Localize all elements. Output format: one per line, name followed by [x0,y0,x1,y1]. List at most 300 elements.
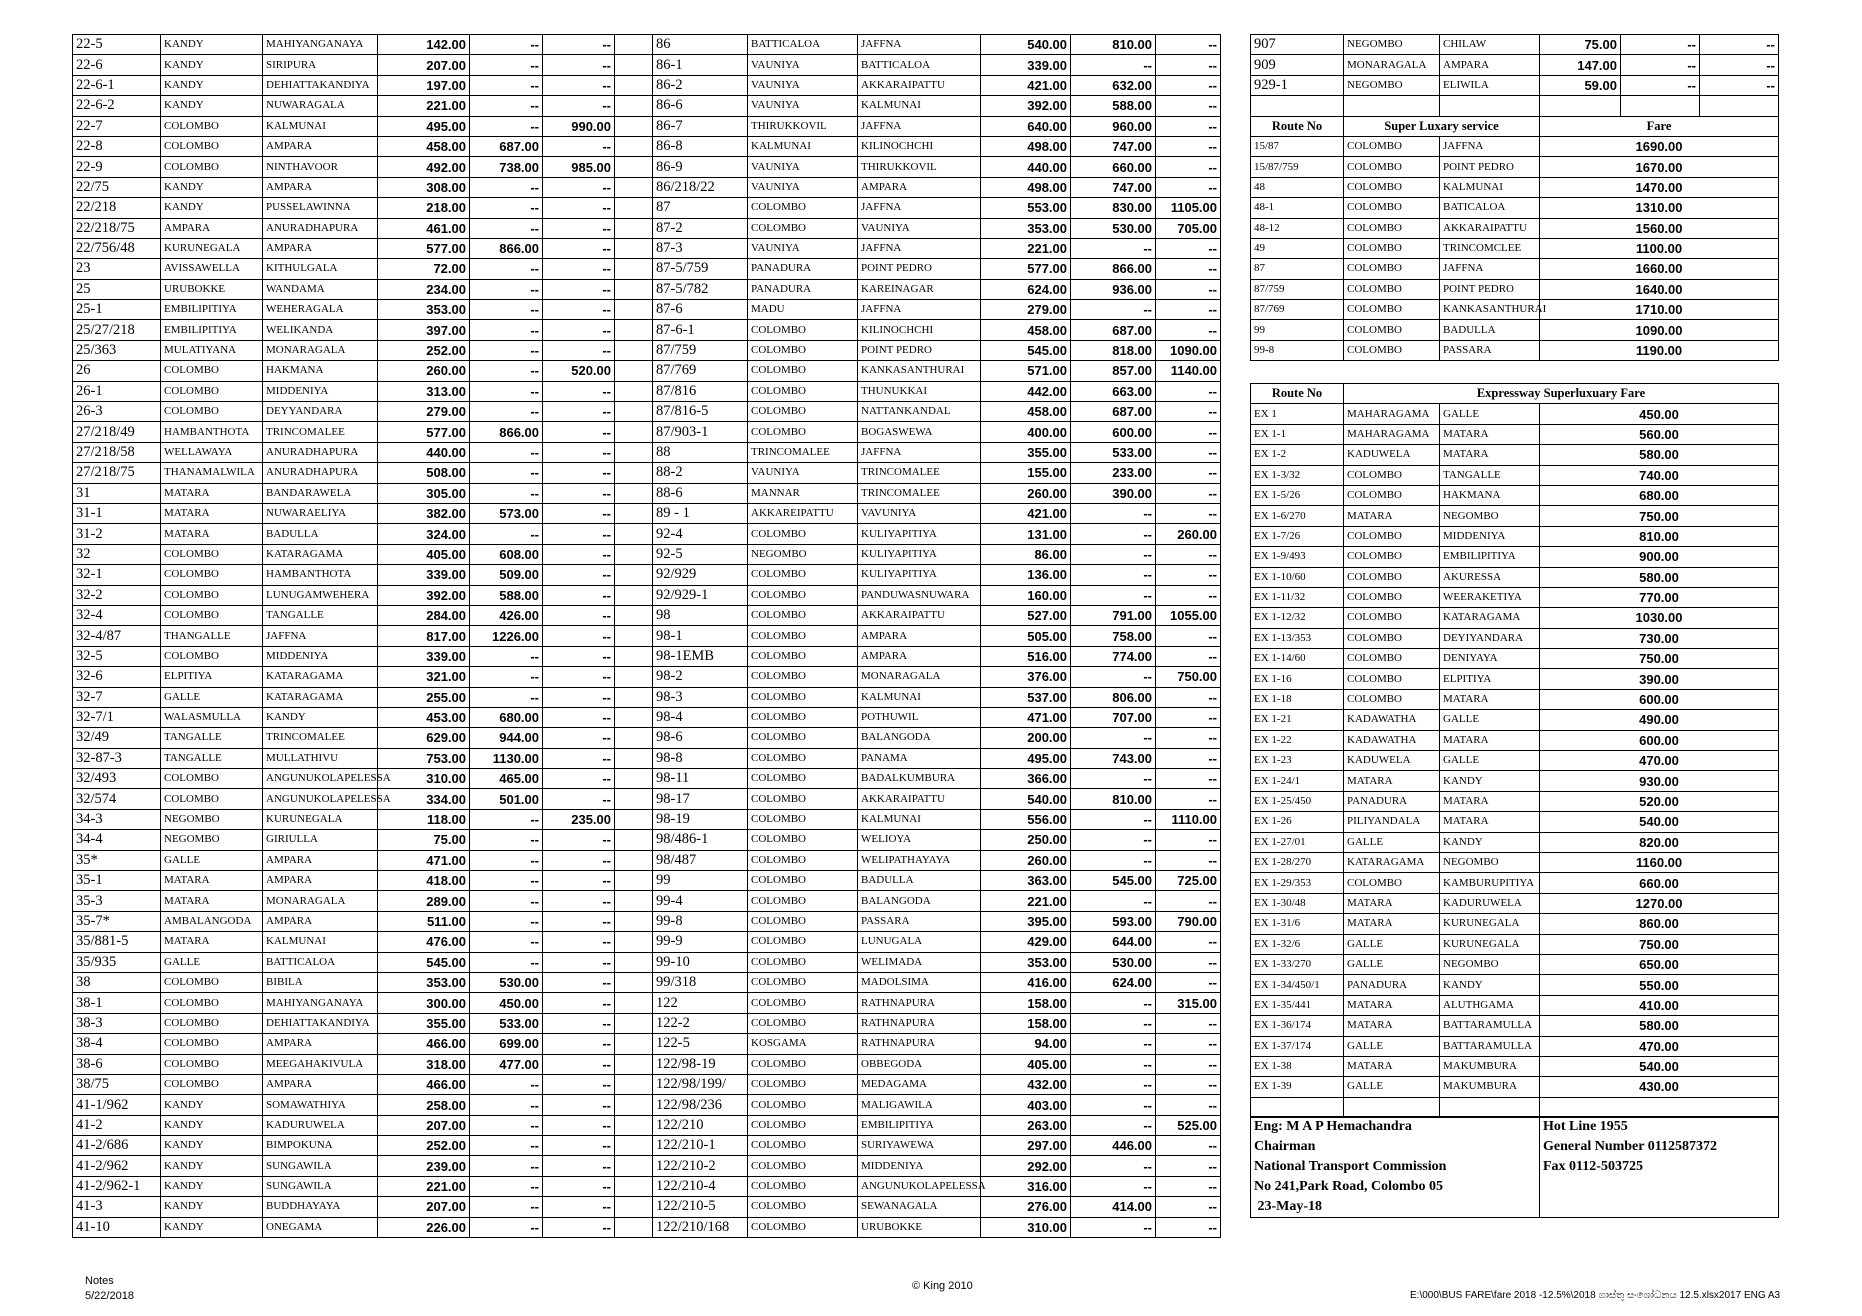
fare: 860.00 [1540,914,1779,934]
fare-normal: 252.00 [378,1136,470,1156]
origin: COLOMBO [1344,689,1440,709]
fare: 580.00 [1540,1016,1779,1036]
origin: MATARA [1344,1016,1440,1036]
origin: BATTICALOA [748,35,858,55]
blank-cell [615,279,653,299]
route-no: 99-10 [653,952,748,972]
destination: MATARA [1440,791,1540,811]
origin: COLOMBO [748,789,858,809]
fare-normal: 353.00 [981,952,1071,972]
origin: COLOMBO [161,1074,263,1094]
fare-luxury: -- [543,442,615,462]
fare-normal: 366.00 [981,769,1071,789]
origin: COLOMBO [748,585,858,605]
route-no: 98-1 [653,626,748,646]
destination: ANGUNUKOLAPELESSA [263,769,378,789]
fare-normal: 252.00 [378,340,470,360]
route-no: 92/929 [653,565,748,585]
fare-luxury: 790.00 [1156,911,1221,931]
fare-luxury: -- [1156,1217,1221,1237]
route-no: EX 1-25/450 [1251,791,1344,811]
route-no: 32-7/1 [73,707,161,727]
fare-normal: 292.00 [981,1156,1071,1176]
blank-cell [615,402,653,422]
route-no: 122-5 [653,1034,748,1054]
fare-semi-luxury: -- [470,687,543,707]
table-row [653,932,1221,952]
table-row [73,1034,653,1054]
fare-semi-luxury: -- [1071,809,1156,829]
fare-normal: 239.00 [378,1156,470,1176]
route-no: 87/759 [653,340,748,360]
table-row [73,96,653,116]
fare: 580.00 [1540,567,1779,587]
fare-luxury: -- [1156,972,1221,992]
fare-semi-luxury: -- [470,218,543,238]
fare: 740.00 [1540,465,1779,485]
table-row [653,463,1221,483]
fare-luxury: -- [1156,585,1221,605]
destination: NUWARAELIYA [263,503,378,523]
route-no: 35-3 [73,891,161,911]
route-no: 38-3 [73,1013,161,1033]
destination: AKKARAIPATTU [1440,218,1540,238]
fare: 820.00 [1540,832,1779,852]
table-row [653,1156,1221,1176]
route-no: 87-5/759 [653,259,748,279]
route-no: 35/881-5 [73,932,161,952]
table-row [1251,567,1779,587]
expressway-fare-table [1250,383,1779,1118]
table-row [73,75,653,95]
fare-normal: 545.00 [378,952,470,972]
fare: 1090.00 [1540,320,1779,340]
fare-semi-luxury: 573.00 [470,503,543,523]
table-row [1251,852,1779,872]
route-no: 32-6 [73,667,161,687]
blank-cell [615,1013,653,1033]
table-row [73,483,653,503]
table-row [1251,75,1779,95]
table-row [73,238,653,258]
blank-cell [615,993,653,1013]
destination: MULLATHIVU [263,748,378,768]
blank-cell [615,809,653,829]
destination: BUDDHAYAYA [263,1197,378,1217]
table-row [653,707,1221,727]
origin: NEGOMBO [748,544,858,564]
blank-cell [615,524,653,544]
fare-normal: 136.00 [981,565,1071,585]
table-row [653,850,1221,870]
destination: TRINCOMALEE [263,422,378,442]
expressway-header [1251,384,1779,404]
origin: PANADURA [748,279,858,299]
origin: KANDY [161,1156,263,1176]
table-row [1251,177,1779,197]
blank-cell [615,503,653,523]
fare-luxury: -- [1156,565,1221,585]
fare-semi-luxury: 866.00 [1071,259,1156,279]
fare-normal: 629.00 [378,728,470,748]
destination: LUNUGALA [858,932,981,952]
fare: 470.00 [1540,1036,1779,1056]
origin: KANDY [161,1136,263,1156]
blank-cell [615,320,653,340]
origin: COLOMBO [748,728,858,748]
origin: PANADURA [748,259,858,279]
blank-cell [615,972,653,992]
route-no: 87-6-1 [653,320,748,340]
fare-normal: 207.00 [378,55,470,75]
fare-normal: 382.00 [378,503,470,523]
table-row [653,687,1221,707]
footer-notes: Notes [85,1275,114,1287]
table-row [1251,1036,1779,1056]
destination: WELIPATHAYAYA [858,850,981,870]
route-no: 87/816-5 [653,402,748,422]
fare: 1190.00 [1540,340,1779,360]
fare-normal: 207.00 [378,1197,470,1217]
fare-normal: 537.00 [981,687,1071,707]
destination: MAHIYANGANAYA [263,35,378,55]
fare-luxury: -- [543,259,615,279]
table-row [1251,485,1779,505]
route-no: 38-1 [73,993,161,1013]
route-no: 87/759 [1251,279,1344,299]
fare-normal: 318.00 [378,1054,470,1074]
fare: 750.00 [1540,934,1779,954]
destination: BATICALOA [1440,198,1540,218]
destination: PUSSELAWINNA [263,198,378,218]
fare-semi-luxury: -- [470,850,543,870]
table-row [653,402,1221,422]
route-no: 32-2 [73,585,161,605]
table-row [653,1115,1221,1135]
route-no: 99 [653,871,748,891]
route-no: 22-5 [73,35,161,55]
fare-table-left-body [73,35,653,1238]
destination: JAFFNA [858,198,981,218]
blank-cell [615,544,653,564]
table-row [653,1217,1221,1237]
origin: COLOMBO [748,361,858,381]
table-row [73,1054,653,1074]
fare-normal: 297.00 [981,1136,1071,1156]
destination: ANURADHAPURA [263,442,378,462]
fare-semi-luxury: -- [470,1217,543,1237]
fare-normal: 400.00 [981,422,1071,442]
fare-luxury: -- [1156,442,1221,462]
origin: AVISSAWELLA [161,259,263,279]
destination: MIDDENIYA [858,1156,981,1176]
destination: MIDDENIYA [1440,526,1540,546]
destination: GIRIULLA [263,830,378,850]
fare-semi-luxury: -- [470,646,543,666]
fare-semi-luxury: -- [1071,728,1156,748]
fare-semi-luxury: 530.00 [1071,218,1156,238]
fare-normal: 142.00 [378,35,470,55]
route-no: 122/98/199/ [653,1074,748,1094]
fare-normal: 392.00 [981,96,1071,116]
table-row [73,646,653,666]
fare-semi-luxury: -- [470,35,543,55]
signature-block [1250,1116,1779,1218]
fare-semi-luxury: -- [1621,75,1700,95]
fare-luxury: -- [543,524,615,544]
fare-luxury: -- [1156,157,1221,177]
fare-normal: 540.00 [981,789,1071,809]
fare-normal: 498.00 [981,136,1071,156]
fare-normal: 421.00 [981,75,1071,95]
route-no: 86-8 [653,136,748,156]
fare-normal: 316.00 [981,1176,1071,1196]
blank-cell [615,1034,653,1054]
destination: KADURUWELA [1440,893,1540,913]
route-no: EX 1-35/441 [1251,995,1344,1015]
fare-normal: 339.00 [378,646,470,666]
destination: MATARA [1440,730,1540,750]
fare-normal: 353.00 [981,218,1071,238]
destination: KALMUNAI [858,687,981,707]
fare-semi-luxury: 707.00 [1071,707,1156,727]
fare-luxury: -- [543,463,615,483]
fare-luxury: -- [1156,748,1221,768]
fare-luxury: -- [543,402,615,422]
table-row [653,238,1221,258]
route-no: EX 1-3/32 [1251,465,1344,485]
table-row [73,626,653,646]
origin: COLOMBO [748,993,858,1013]
fare-semi-luxury: -- [470,911,543,931]
fare-normal: 160.00 [981,585,1071,605]
destination: BATTARAMULLA [1440,1036,1540,1056]
fare-semi-luxury: -- [470,483,543,503]
origin: AMPARA [161,218,263,238]
fare-luxury: -- [543,422,615,442]
route-no: 27/218/75 [73,463,161,483]
destination: KANDY [263,707,378,727]
blank-cell [615,830,653,850]
blank-cell [615,585,653,605]
fare-luxury: -- [1156,646,1221,666]
fare-semi-luxury: -- [1071,565,1156,585]
origin: MULATIYANA [161,340,263,360]
table-row [1251,35,1779,55]
origin: KADAWATHA [1344,710,1440,730]
origin: KANDY [161,177,263,197]
table-row [73,1136,653,1156]
origin: COLOMBO [1344,547,1440,567]
destination: THUNUKKAI [858,381,981,401]
blank-row [1251,96,1779,116]
table-row [653,809,1221,829]
origin: TANGALLE [161,748,263,768]
fare-semi-luxury: -- [470,667,543,687]
destination: BATTICALOA [263,952,378,972]
fare-semi-luxury: -- [1071,300,1156,320]
route-no: EX 1-37/174 [1251,1036,1344,1056]
route-no: 86-2 [653,75,748,95]
table-row [1251,465,1779,485]
fare-luxury: 750.00 [1156,667,1221,687]
table-row [73,463,653,483]
fare-normal: 471.00 [981,707,1071,727]
fare-normal: 284.00 [378,605,470,625]
route-no: 22-6 [73,55,161,75]
destination: MEDAGAMA [858,1074,981,1094]
fare-luxury: -- [1156,830,1221,850]
fare: 1160.00 [1540,852,1779,872]
fare-luxury: -- [543,136,615,156]
fare-semi-luxury: -- [470,1156,543,1176]
route-no: 38 [73,972,161,992]
fare-normal: 339.00 [378,565,470,585]
origin: MATARA [161,871,263,891]
fare-luxury: -- [1156,136,1221,156]
fare: 750.00 [1540,506,1779,526]
fare-luxury: -- [1156,116,1221,136]
fare-luxury: -- [543,993,615,1013]
destination: DEHIATTAKANDIYA [263,75,378,95]
fare-normal: 353.00 [378,972,470,992]
route-no: EX 1-14/60 [1251,649,1344,669]
table-row [73,1176,653,1196]
route-no: 41-2/962 [73,1156,161,1176]
fare-normal: 353.00 [378,300,470,320]
fare: 560.00 [1540,424,1779,444]
destination: KATARAGAMA [263,687,378,707]
table-row [653,993,1221,1013]
fare-normal: 577.00 [378,422,470,442]
origin: HAMBANTHOTA [161,422,263,442]
fare: 810.00 [1540,526,1779,546]
fare-semi-luxury: 501.00 [470,789,543,809]
route-no: 23 [73,259,161,279]
destination: MAHIYANGANAYA [263,993,378,1013]
fare-semi-luxury: -- [1071,55,1156,75]
fare: 1030.00 [1540,608,1779,628]
origin: COLOMBO [748,1217,858,1237]
table-row [1251,547,1779,567]
fare-semi-luxury: -- [470,932,543,952]
fare-semi-luxury: 632.00 [1071,75,1156,95]
origin: MANNAR [748,483,858,503]
route-no: 38-6 [73,1054,161,1074]
route-no: EX 1-1 [1251,424,1344,444]
fare-semi-luxury: 509.00 [470,565,543,585]
origin: COLOMBO [748,952,858,972]
table-row [73,218,653,238]
origin: KATARAGAMA [1344,852,1440,872]
route-no: 32-7 [73,687,161,707]
origin: TANGALLE [161,728,263,748]
origin: COLOMBO [161,769,263,789]
table-row [73,340,653,360]
table-row [73,769,653,789]
origin: EMBILIPITIYA [161,300,263,320]
destination: ALUTHGAMA [1440,995,1540,1015]
table-row [73,198,653,218]
destination: WEERAKETIYA [1440,587,1540,607]
fare-luxury: -- [543,300,615,320]
origin: COLOMBO [161,361,263,381]
table-row [73,830,653,850]
table-row [73,871,653,891]
route-no: EX 1-18 [1251,689,1344,709]
fare-normal: 258.00 [378,1095,470,1115]
route-no: 25/363 [73,340,161,360]
destination: NATTANKANDAL [858,402,981,422]
fare-luxury: -- [1156,1197,1221,1217]
destination: JAFFNA [858,442,981,462]
destination: BATTARAMULLA [1440,1016,1540,1036]
origin: GALLE [1344,934,1440,954]
fare-semi-luxury: -- [470,442,543,462]
table-row [1251,259,1779,279]
route-no: 32-1 [73,565,161,585]
table-row [73,320,653,340]
origin: VAUNIYA [748,238,858,258]
table-row [653,35,1221,55]
fare-luxury: -- [1156,1176,1221,1196]
table-row [73,1095,653,1115]
fare-luxury: -- [1156,503,1221,523]
fare-semi-luxury: 588.00 [1071,96,1156,116]
table-row [653,748,1221,768]
origin: COLOMBO [1344,136,1440,156]
origin: VAUNIYA [748,75,858,95]
table-row [653,544,1221,564]
fare-luxury: -- [543,1217,615,1237]
origin: COLOMBO [748,687,858,707]
fare-luxury: -- [543,55,615,75]
table-row [73,544,653,564]
route-no: 48 [1251,177,1344,197]
route-no: 22/218 [73,198,161,218]
fare-luxury: -- [543,198,615,218]
fare-luxury: -- [543,1095,615,1115]
table-row [73,850,653,870]
fare-normal: 147.00 [1540,55,1621,75]
destination: GALLE [1440,751,1540,771]
route-no: 22-8 [73,136,161,156]
fare-luxury: -- [1156,1095,1221,1115]
fare-luxury: -- [1156,75,1221,95]
blank-cell [615,483,653,503]
destination: KATARAGAMA [263,544,378,564]
table-row [653,116,1221,136]
blank-cell [615,565,653,585]
origin: MATARA [161,503,263,523]
destination: ONEGAMA [263,1217,378,1237]
fare-normal: 376.00 [981,667,1071,687]
blank-cell [615,626,653,646]
table-row [73,1013,653,1033]
fare-normal: 305.00 [378,483,470,503]
route-no: EX 1-12/32 [1251,608,1344,628]
origin: URUBOKKE [161,279,263,299]
table-row [653,381,1221,401]
fare-semi-luxury: 857.00 [1071,361,1156,381]
destination: TRINCOMALEE [858,463,981,483]
destination: KALMUNAI [858,96,981,116]
table-row [1251,832,1779,852]
fare-normal: 324.00 [378,524,470,544]
route-no: 41-10 [73,1217,161,1237]
route-no: 98 [653,605,748,625]
destination: KALMUNAI [263,116,378,136]
